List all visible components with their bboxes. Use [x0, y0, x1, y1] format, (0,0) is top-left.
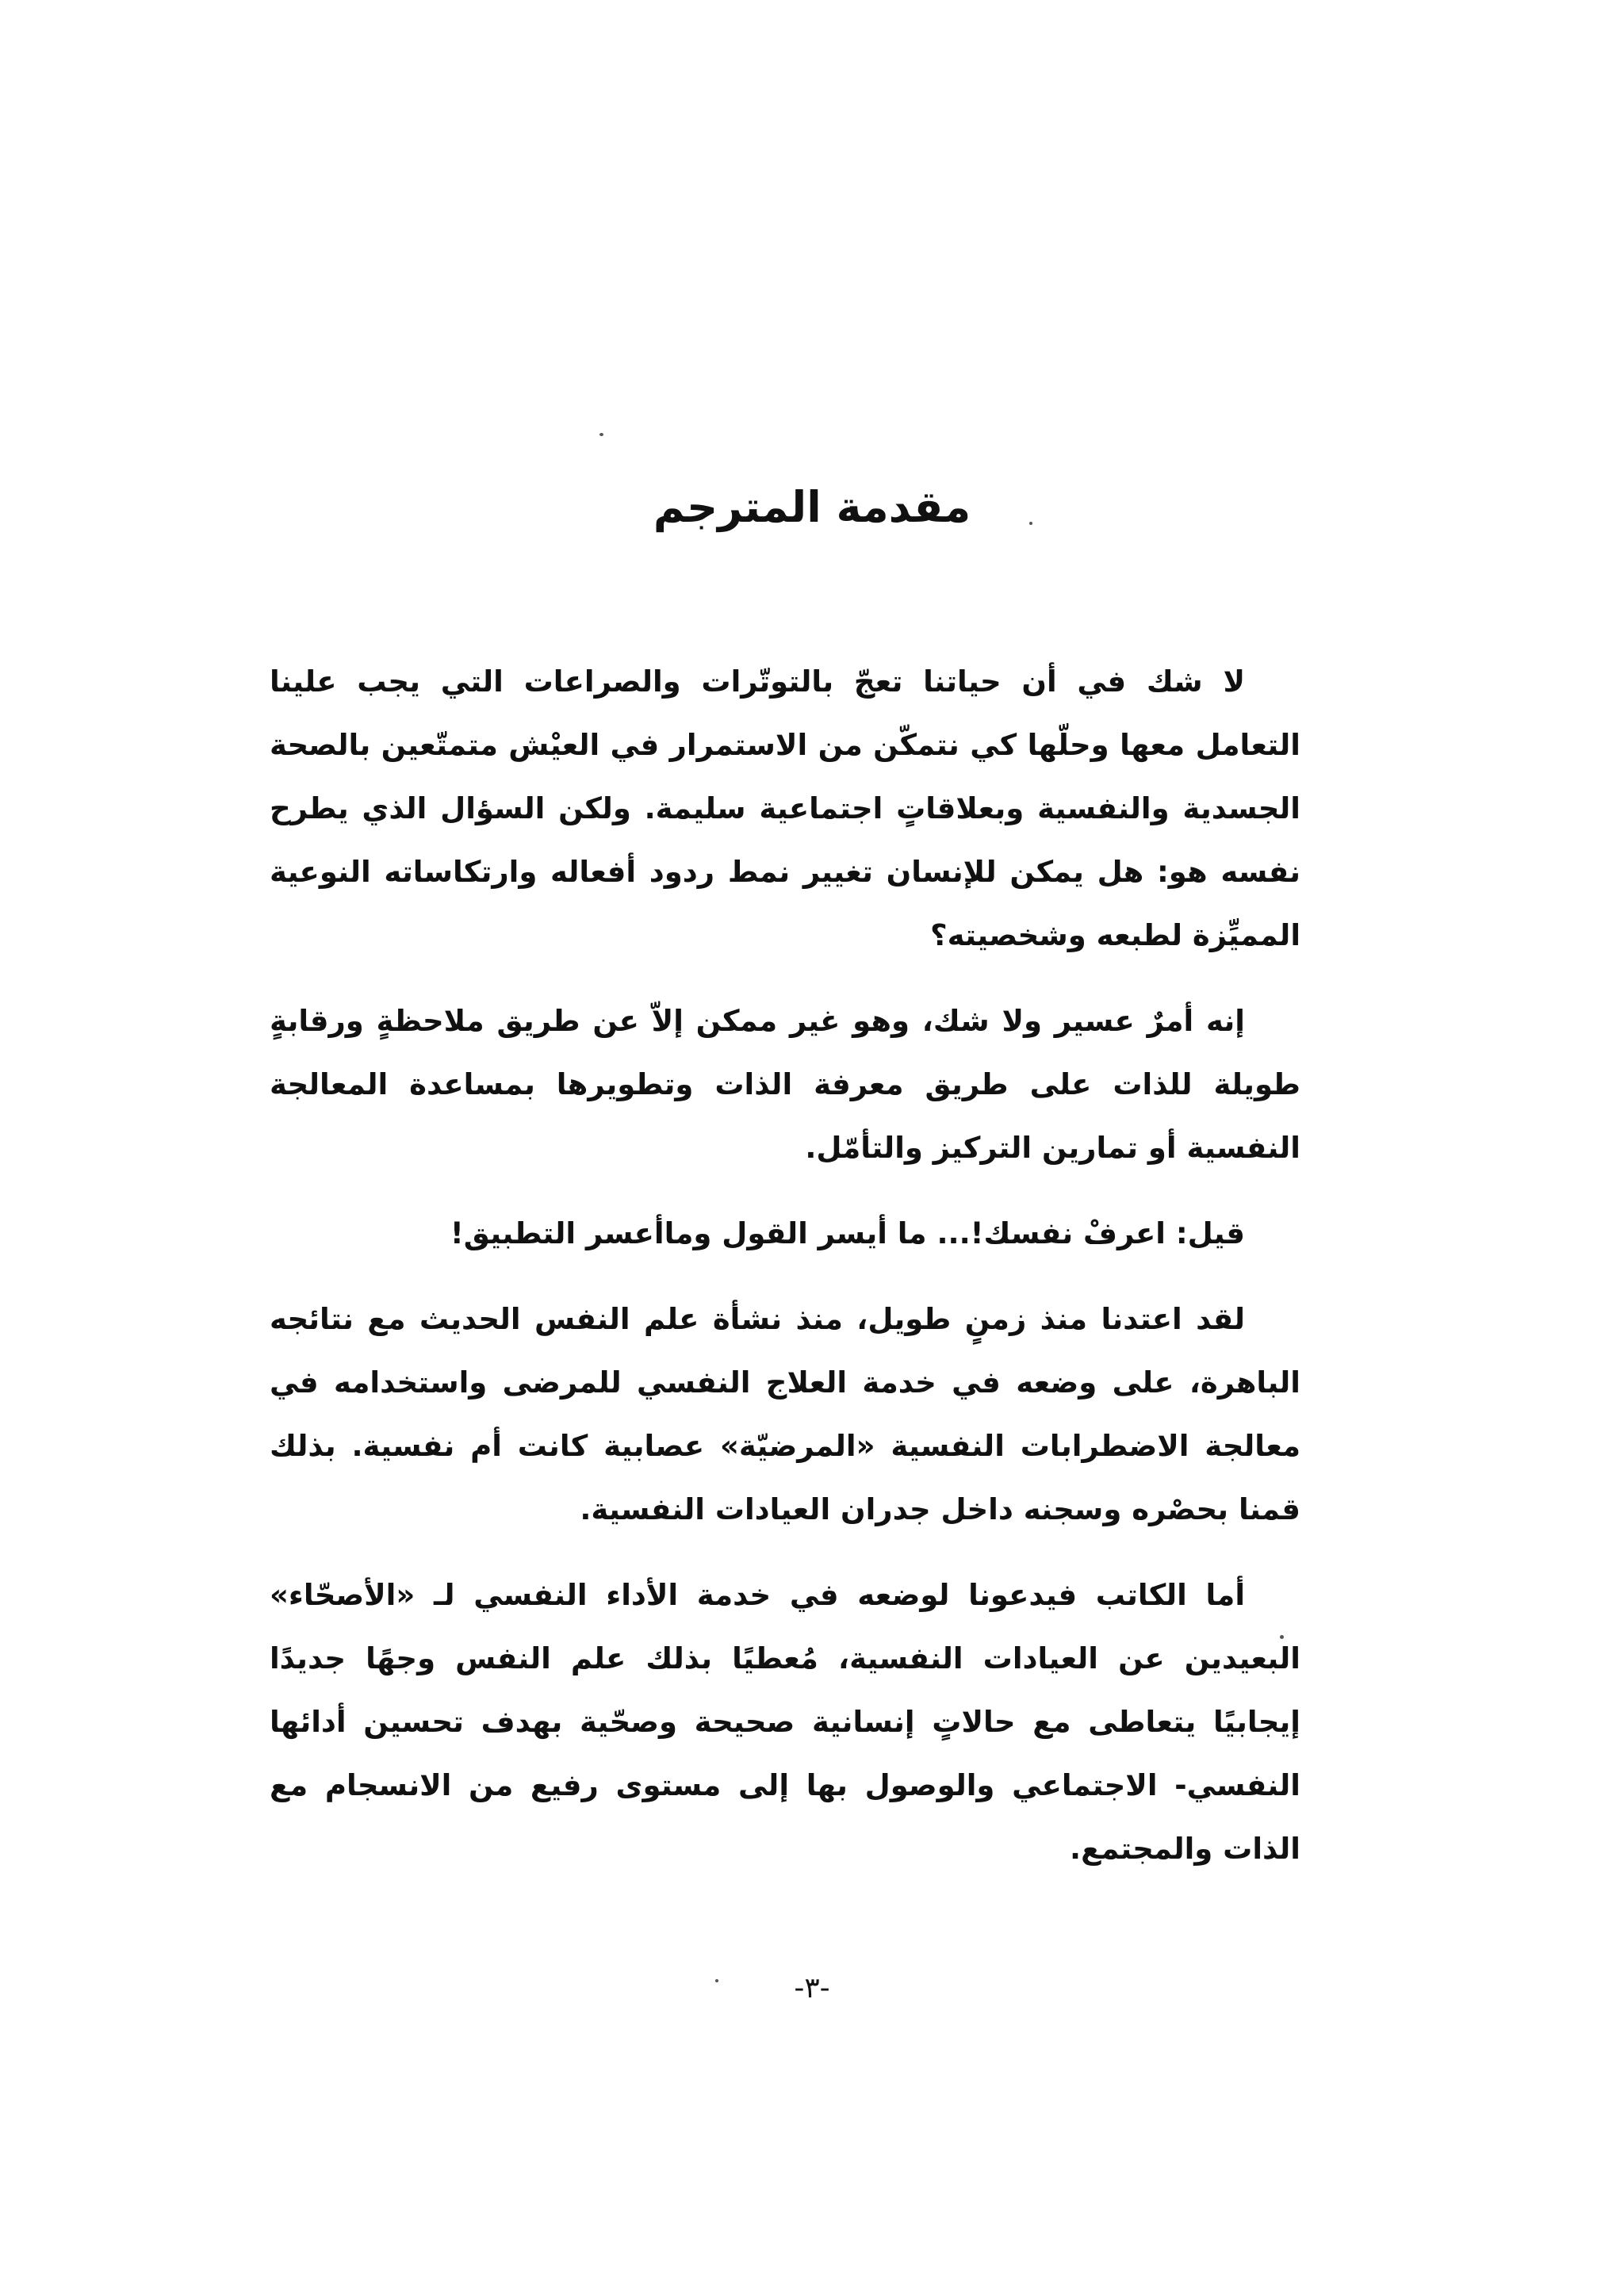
page-number: -٣-: [794, 1972, 830, 2005]
paragraph: إنه أمرٌ عسير ولا شك، وهو غير ممكن إلاّ عن طريق ملاحظةٍ ورقابةٍ طويلة للذات على طريق معرفة الذات وتطويرها بمساعدة المعالجة النفسية أو تمارين التركيز والتأمّل.: [270, 1004, 1300, 1165]
scan-speck: [715, 1979, 718, 1982]
paragraph: لا شك في أن حياتنا تعجّ بالتوتّرات والصراعات التي يجب علينا التعامل معها وحلّها كي نتمكّن من الاستمرار في العيْش متمتّعين بالصحة الجسدية والنفسية وبعلاقاتٍ اجتماعية سليمة. ولكن السؤال الذي يطرح نفسه هو: هل يمكن للإنسان تغيير نمط ردود أفعاله وارتكاساته النوعية المميِّزة لطبعه وشخصيته؟: [270, 664, 1300, 952]
page-title: مقدمة المترجم: [653, 482, 971, 532]
paragraph: لقد اعتدنا منذ زمنٍ طويل، منذ نشأة علم النفس الحديث مع نتائجه الباهرة، على وضعه في خدمة العلاج النفسي للمرضى واستخدامه في معالجة الاضطرابات النفسية «المرضيّة» عصابية كانت أم نفسية. بذلك قمنا بحصْره وسجنه داخل جدران العيادات النفسية.: [270, 1302, 1300, 1526]
scan-speck: [599, 433, 603, 436]
paragraph: أما الكاتب فيدعونا لوضعه في خدمة الأداء النفسي لـ «الأصحّاء» البعيدين عن العيادات النفسية، مُعطيًا بذلك علم النفس وجهًا جديدًا إيجابيًا يتعاطى مع حالاتٍ إنسانية صحيحة وصحّية بهدف تحسين أدائها النفسي- الاجتماعي والوصول بها إلى مستوى رفيع من الانسجام مع الذات والمجتمع.: [270, 1578, 1300, 1866]
scan-speck: [1280, 1635, 1284, 1639]
paragraph: قيل: اعرفْ نفسك!... ما أيسر القول وماأعسر التطبيق!: [450, 1216, 1245, 1250]
scan-speck: [1029, 522, 1032, 525]
body-text: [270, 650, 1300, 1903]
